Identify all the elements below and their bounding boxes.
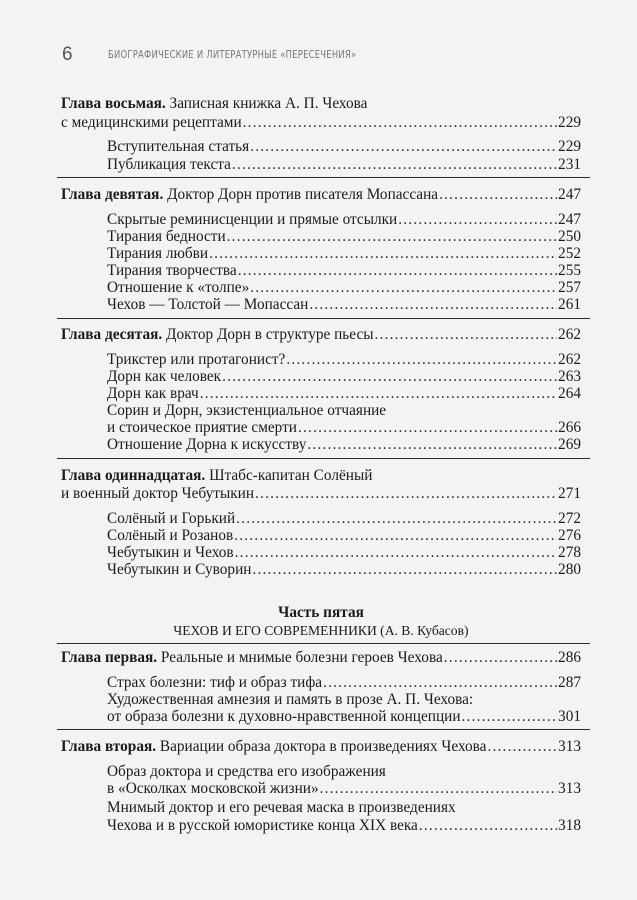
page-ref: 318 xyxy=(558,817,581,834)
section-title: Мнимый доктор и его речевая маска в произведениях xyxy=(107,799,456,816)
toc-entry xyxy=(107,798,581,818)
page-ref: 262 xyxy=(558,326,581,343)
leader-dots xyxy=(309,295,557,315)
leader-dots xyxy=(252,560,557,580)
toc-entry xyxy=(61,484,581,504)
page-ref: 247 xyxy=(558,211,581,228)
page-ref: 280 xyxy=(558,561,581,578)
leader-dots xyxy=(243,113,557,133)
chapter-title: Записная книжка А. П. Чехова xyxy=(169,95,368,112)
page-ref: 271 xyxy=(558,485,581,502)
chapter-title: Штабс-капитан Солёный xyxy=(209,467,373,484)
leader-dots xyxy=(320,779,557,799)
chapter-8-heading xyxy=(61,94,581,114)
toc-entry xyxy=(61,113,581,133)
leader-dots xyxy=(444,648,557,668)
section-title-cont: от образа болезни к духовно-нравственной концепции xyxy=(107,708,461,725)
leader-dots xyxy=(307,435,557,455)
page-ref: 262 xyxy=(558,351,581,368)
chapter-label: Глава восьмая. xyxy=(61,95,166,112)
toc-entry xyxy=(107,779,581,799)
section-title: Дорн как врач xyxy=(107,385,199,402)
page-ref: 247 xyxy=(558,186,581,203)
page-ref: 264 xyxy=(558,385,581,402)
page-ref: 287 xyxy=(558,674,581,691)
leader-dots xyxy=(487,737,557,757)
page-ref: 286 xyxy=(558,649,581,666)
page-ref: 229 xyxy=(558,114,581,131)
section-title: Скрытые реминисценции и прямые отсылки xyxy=(107,211,398,228)
page-ref: 252 xyxy=(558,245,581,262)
chapter-label: Глава одиннадцатая. xyxy=(61,467,206,484)
section-title: Отношение к «толпе» xyxy=(107,279,250,296)
section-title: Чехов — Толстой — Мопассан xyxy=(107,296,309,313)
section-title: Художественная амнезия и память в прозе А. П. Чехова: xyxy=(107,691,474,708)
leader-dots xyxy=(419,816,557,836)
toc-entry xyxy=(107,816,581,836)
toc-entry xyxy=(107,435,581,455)
section-title: Тирания бедности xyxy=(107,228,226,245)
page-number: 6 xyxy=(62,44,73,65)
section-title: Вступительная статья xyxy=(107,138,250,155)
section-title: Сорин и Дорн, экзистенциальное отчаяние xyxy=(107,402,387,419)
page-ref: 313 xyxy=(558,738,581,755)
page-ref: 276 xyxy=(558,527,581,544)
section-title: Отношение Дорна к искусству xyxy=(107,436,307,453)
chapter-title-cont: с медицинскими рецептами xyxy=(61,114,242,131)
leader-dots xyxy=(375,325,558,345)
chapter-label: Глава первая. xyxy=(61,649,158,666)
toc-entry xyxy=(107,137,581,157)
section-title: Тирания любви xyxy=(107,245,209,262)
part-subtitle: ЧЕХОВ И ЕГО СОВРЕМЕННИКИ (А. В. Кубасов) xyxy=(173,623,469,638)
toc-entry xyxy=(107,707,581,727)
chapter-title: Вариации образа доктора в произведениях Чехова xyxy=(159,738,487,755)
chapter-title-cont: и военный доктор Чебутыкин xyxy=(61,485,255,502)
leader-dots xyxy=(250,137,557,157)
leader-dots xyxy=(255,484,557,504)
section-title: Солёный и Горький xyxy=(107,510,236,527)
part-title: Часть пятая xyxy=(278,604,364,621)
chapter-title: Доктор Дорн против писателя Мопассана xyxy=(167,186,439,203)
page-ref: 257 xyxy=(558,279,581,296)
chapter-label: Глава десятая. xyxy=(61,326,163,343)
toc-entry xyxy=(61,648,581,668)
leader-dots xyxy=(232,155,557,175)
page-ref: 231 xyxy=(558,156,581,173)
page-ref: 263 xyxy=(558,368,581,385)
section-title: Дорн как человек xyxy=(107,368,222,385)
page-ref: 269 xyxy=(558,436,581,453)
running-title: БИОГРАФИЧЕСКИЕ И ЛИТЕРАТУРНЫЕ «ПЕРЕСЕЧЕНИЯ» xyxy=(108,49,357,61)
page-ref: 261 xyxy=(558,296,581,313)
toc-entry xyxy=(61,185,581,205)
divider xyxy=(57,643,590,644)
chapter-label: Глава вторая. xyxy=(61,738,157,755)
page-ref: 250 xyxy=(558,228,581,245)
page-ref: 278 xyxy=(558,544,581,561)
section-title: Чебутыкин и Чехов xyxy=(107,544,234,561)
toc-entry xyxy=(61,325,581,345)
section-title: Образ доктора и средства его изображения xyxy=(107,763,386,780)
page-ref: 301 xyxy=(558,708,581,725)
divider xyxy=(57,318,590,319)
section-title: Солёный и Розанов xyxy=(107,527,234,544)
page-ref: 229 xyxy=(558,138,581,155)
leader-dots xyxy=(439,185,557,205)
page-ref: 266 xyxy=(558,419,581,436)
page-ref: 272 xyxy=(558,510,581,527)
toc-entry xyxy=(61,737,581,757)
page-ref: 255 xyxy=(558,262,581,279)
divider xyxy=(57,177,590,178)
section-title: Публикация текста xyxy=(107,156,231,173)
toc-entry xyxy=(107,155,581,175)
toc-entry xyxy=(107,560,581,580)
toc-entry xyxy=(107,295,581,315)
page-ref: 313 xyxy=(558,780,581,797)
section-title: Трикстер или протагонист? xyxy=(107,351,286,368)
chapter-11-heading xyxy=(61,466,581,486)
section-title-cont: и стоическое приятие смерти xyxy=(107,419,297,436)
section-title: Чебутыкин и Суворин xyxy=(107,561,252,578)
divider xyxy=(57,458,590,459)
leader-dots xyxy=(462,707,558,727)
section-title: Тирания творчества xyxy=(107,262,237,279)
chapter-label: Глава девятая. xyxy=(61,186,164,203)
page-header xyxy=(62,44,597,68)
section-title: Страх болезни: тиф и образ тифа xyxy=(107,674,323,691)
section-title-cont: Чехова и в русской юмористике конца XIX века xyxy=(107,817,418,834)
divider xyxy=(57,729,590,730)
section-title-cont: в «Осколках московской жизни» xyxy=(107,780,319,797)
chapter-title: Доктор Дорн в структуре пьесы xyxy=(166,326,374,343)
chapter-title: Реальные и мнимые болезни героев Чехова xyxy=(160,649,443,666)
